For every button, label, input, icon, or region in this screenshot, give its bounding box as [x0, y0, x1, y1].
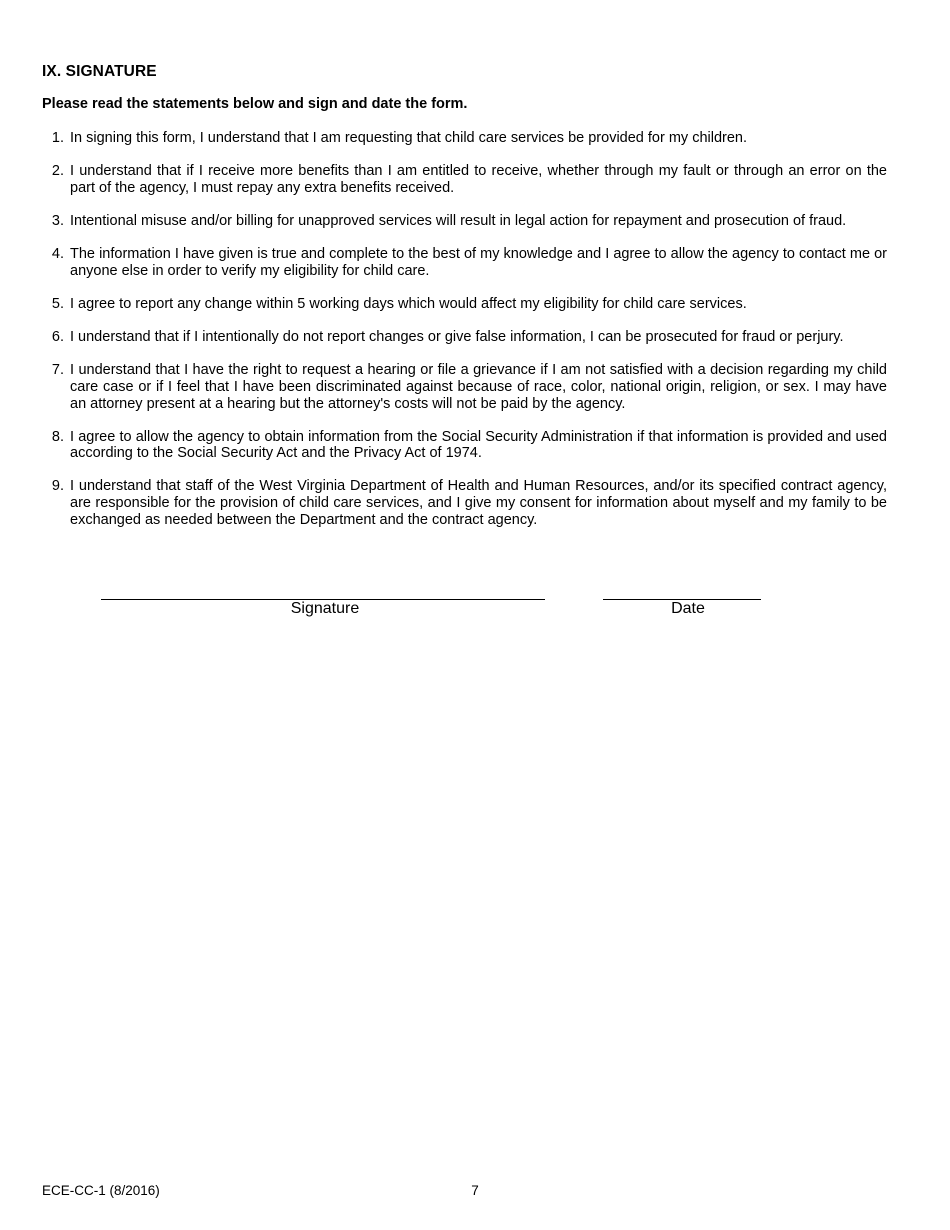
statement-number: 4.: [51, 246, 64, 263]
statement-text: In signing this form, I understand that I am requesting that child care services be provided for my children.: [70, 130, 748, 146]
date-label: Date: [671, 600, 705, 617]
statement-number: 3.: [51, 212, 64, 229]
signature-label: Signature: [290, 600, 360, 617]
statement-number: 9.: [51, 478, 64, 495]
statement-text: I understand that staff of the West Virginia Department of Health and Human Resources, and/or its specified contract agency, are responsible for the provision of child care services, and I give my consent for information about myself and my family to be exchanged as needed between the Department and the contract agency.: [70, 478, 887, 528]
statement-text: I understand that I have the right to request a hearing or file a grievance if I am not satisfied with a decision regarding my child care case or if I feel that I have been discriminated against because of race, color, national origin, religion, or sex. I may have an attorney present at a hearing but the attorney's costs will not be paid by the agency.: [70, 362, 887, 412]
statement-text: I agree to allow the agency to obtain information from the Social Security Administration if that information is provided and used according to the Social Security Act and the Privacy Act of 1974.: [70, 428, 887, 462]
statement-item: [42, 130, 887, 147]
statement-item: [42, 362, 887, 412]
statement-text: Intentional misuse and/or billing for unapproved services will result in legal action for repayment and prosecution of fraud.: [70, 212, 847, 229]
statement-number: 7.: [51, 362, 64, 379]
statement-number: 2.: [51, 163, 64, 180]
statement-item: [42, 329, 887, 346]
statement-number: 6.: [51, 329, 64, 346]
statement-item: [42, 246, 887, 279]
statement-item: [42, 429, 887, 462]
statement-text: I understand that if I intentionally do not report changes or give false information, I can be prosecuted for fraud or perjury.: [70, 329, 844, 346]
statement-text: The information I have given is true and complete to the best of my knowledge and I agree to allow the agency to contact me or anyone else in order to verify my eligibility for child care.: [70, 246, 887, 279]
statement-item: [42, 296, 887, 313]
section-title: IX. SIGNATURE: [42, 63, 157, 80]
statements-list: [42, 130, 887, 545]
statement-item: [42, 213, 887, 230]
statement-text: I agree to report any change within 5 working days which would affect my eligibility for child care services.: [70, 295, 747, 312]
statement-text: I understand that if I receive more benefits than I am entitled to receive, whether through my fault or through an error on the part of the agency, I must repay any extra benefits received.: [70, 163, 887, 196]
page-number: 7: [471, 1183, 479, 1198]
statement-number: 5.: [51, 295, 64, 312]
statement-number: 8.: [51, 428, 64, 445]
statement-item: [42, 478, 887, 528]
statement-number: 1.: [51, 130, 64, 146]
statement-item: [42, 163, 887, 196]
instructions-text: Please read the statements below and sign and date the form.: [42, 96, 468, 112]
form-code: ECE-CC-1 (8/2016): [42, 1183, 160, 1198]
